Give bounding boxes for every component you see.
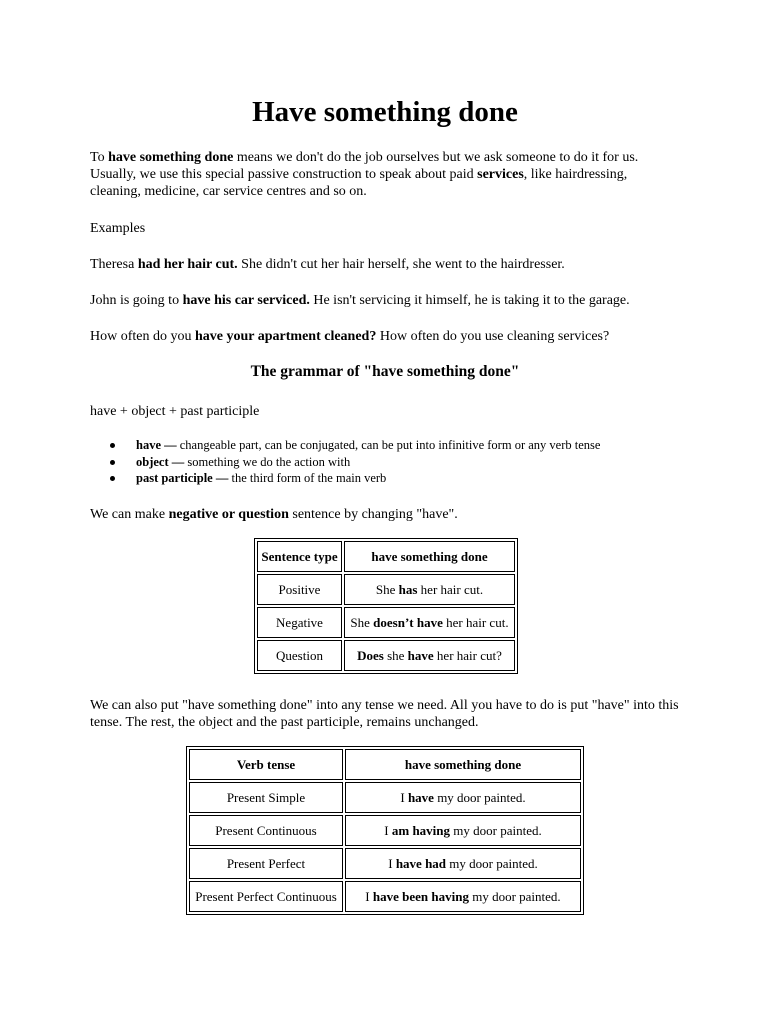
example-3 <box>90 328 680 345</box>
list-item <box>110 470 600 487</box>
table-cell: Present Simple <box>189 782 343 813</box>
cell-bold: have had <box>395 856 447 871</box>
table-cell: Present Perfect <box>189 848 343 879</box>
cell-text: I <box>365 889 373 904</box>
bullet-term: past participle — <box>136 471 229 485</box>
table-row <box>257 640 515 671</box>
bullet-dot-icon <box>110 476 115 481</box>
table-cell <box>345 815 581 846</box>
cell-text: I <box>400 790 408 805</box>
example-3-post: How often do you use cleaning services? <box>376 329 610 344</box>
example-2 <box>90 292 680 309</box>
intro-text-2: means we don't do the job ourselves but we ask someone to do it for us. Usually, we use this special passive construction to speak about paid <box>90 150 639 182</box>
table-cell <box>344 607 515 638</box>
table-cell <box>344 640 515 671</box>
cell-text: She <box>375 582 399 597</box>
bullet-term: object — <box>136 454 185 469</box>
intro-bold-1: have something done <box>108 150 234 165</box>
example-2-bold: have his car serviced. <box>182 293 310 308</box>
table-cell: Present Continuous <box>189 815 343 846</box>
table-row <box>189 848 581 879</box>
sentence-type-table <box>254 538 518 674</box>
cell-bold: have been having <box>372 889 469 904</box>
example-1-bold: had her hair cut. <box>137 257 238 272</box>
example-2-pre: John is going to <box>90 293 183 308</box>
formula-text: have + object + past participle <box>90 404 260 419</box>
bullet-dot-icon <box>110 460 115 465</box>
table-header-cell: Sentence type <box>257 541 342 572</box>
cell-bold: have <box>407 790 434 805</box>
intro-bold-2: services <box>477 167 524 182</box>
cell-bold: doesn’t have <box>373 615 443 630</box>
table-row <box>257 574 515 605</box>
bullet-desc: the third form of the main verb <box>228 471 387 485</box>
bullet-desc: changeable part, can be conjugated, can be put into infinitive form or any verb tense <box>176 438 601 452</box>
table-row <box>257 607 515 638</box>
tense-paragraph: We can also put "have something done" into any tense we need. All you have to do is put "have" into this tense. The rest, the object and the past participle, remains unchanged. <box>90 698 679 730</box>
table-cell <box>345 881 581 912</box>
list-item <box>110 437 600 454</box>
grammar-heading: The grammar of "have something done" <box>250 363 520 380</box>
table-cell: Positive <box>257 574 342 605</box>
cell-text: my door painted. <box>446 856 538 871</box>
bullet-desc: something we do the action with <box>184 454 351 469</box>
grammar-bullet-list <box>110 437 600 487</box>
table-cell <box>345 848 581 879</box>
table-cell: Negative <box>257 607 342 638</box>
example-1-post: She didn't cut her hair herself, she went to the hairdresser. <box>237 257 565 272</box>
cell-text: I <box>384 823 392 838</box>
intro-text-1: To <box>90 150 109 165</box>
cell-bold: am having <box>391 823 451 838</box>
negq-pre: We can make <box>90 507 169 522</box>
cell-text: She <box>350 615 374 630</box>
cell-text: her hair cut. <box>442 615 509 630</box>
example-3-pre: How often do you <box>90 329 195 344</box>
table-cell: Present Perfect Continuous <box>189 881 343 912</box>
cell-bold: Does <box>357 648 384 663</box>
bullet-dot-icon <box>110 443 115 448</box>
cell-text: her hair cut. <box>417 582 484 597</box>
table-header-cell: Verb tense <box>189 749 343 780</box>
example-2-post: He isn't servicing it himself, he is taking it to the garage. <box>309 293 630 308</box>
table-cell: Question <box>257 640 342 671</box>
table-header-cell: have something done <box>344 541 515 572</box>
verb-tense-table <box>186 746 584 915</box>
negq-post: sentence by changing "have". <box>288 507 458 522</box>
examples-label: Examples <box>90 221 146 236</box>
cell-text: I <box>388 856 396 871</box>
bullet-term: have — <box>136 438 177 452</box>
cell-text: my door painted. <box>450 823 542 838</box>
table-cell <box>344 574 515 605</box>
intro-text-3: , like hairdressing, cleaning, medicine, car service centres and so on. <box>90 167 628 199</box>
negative-question-paragraph <box>90 506 680 523</box>
cell-text: my door painted. <box>433 790 526 805</box>
cell-text: my door painted. <box>468 889 561 904</box>
table-cell <box>345 782 581 813</box>
cell-text: her hair cut? <box>433 648 502 663</box>
cell-bold: have <box>407 648 434 663</box>
table-row <box>189 815 581 846</box>
table-row <box>189 881 581 912</box>
cell-bold: has <box>398 582 418 597</box>
table-header-cell: have something done <box>345 749 581 780</box>
table-header-row <box>257 541 515 572</box>
negq-bold: negative or question <box>168 507 289 522</box>
example-3-bold: have your apartment cleaned? <box>195 329 377 344</box>
cell-text: she <box>383 648 408 663</box>
example-1 <box>90 256 680 273</box>
intro-paragraph <box>90 149 680 200</box>
example-1-pre: Theresa <box>90 257 138 272</box>
table-row <box>189 782 581 813</box>
list-item <box>110 454 600 471</box>
page-title: Have something done <box>252 96 518 128</box>
table-header-row <box>189 749 581 780</box>
